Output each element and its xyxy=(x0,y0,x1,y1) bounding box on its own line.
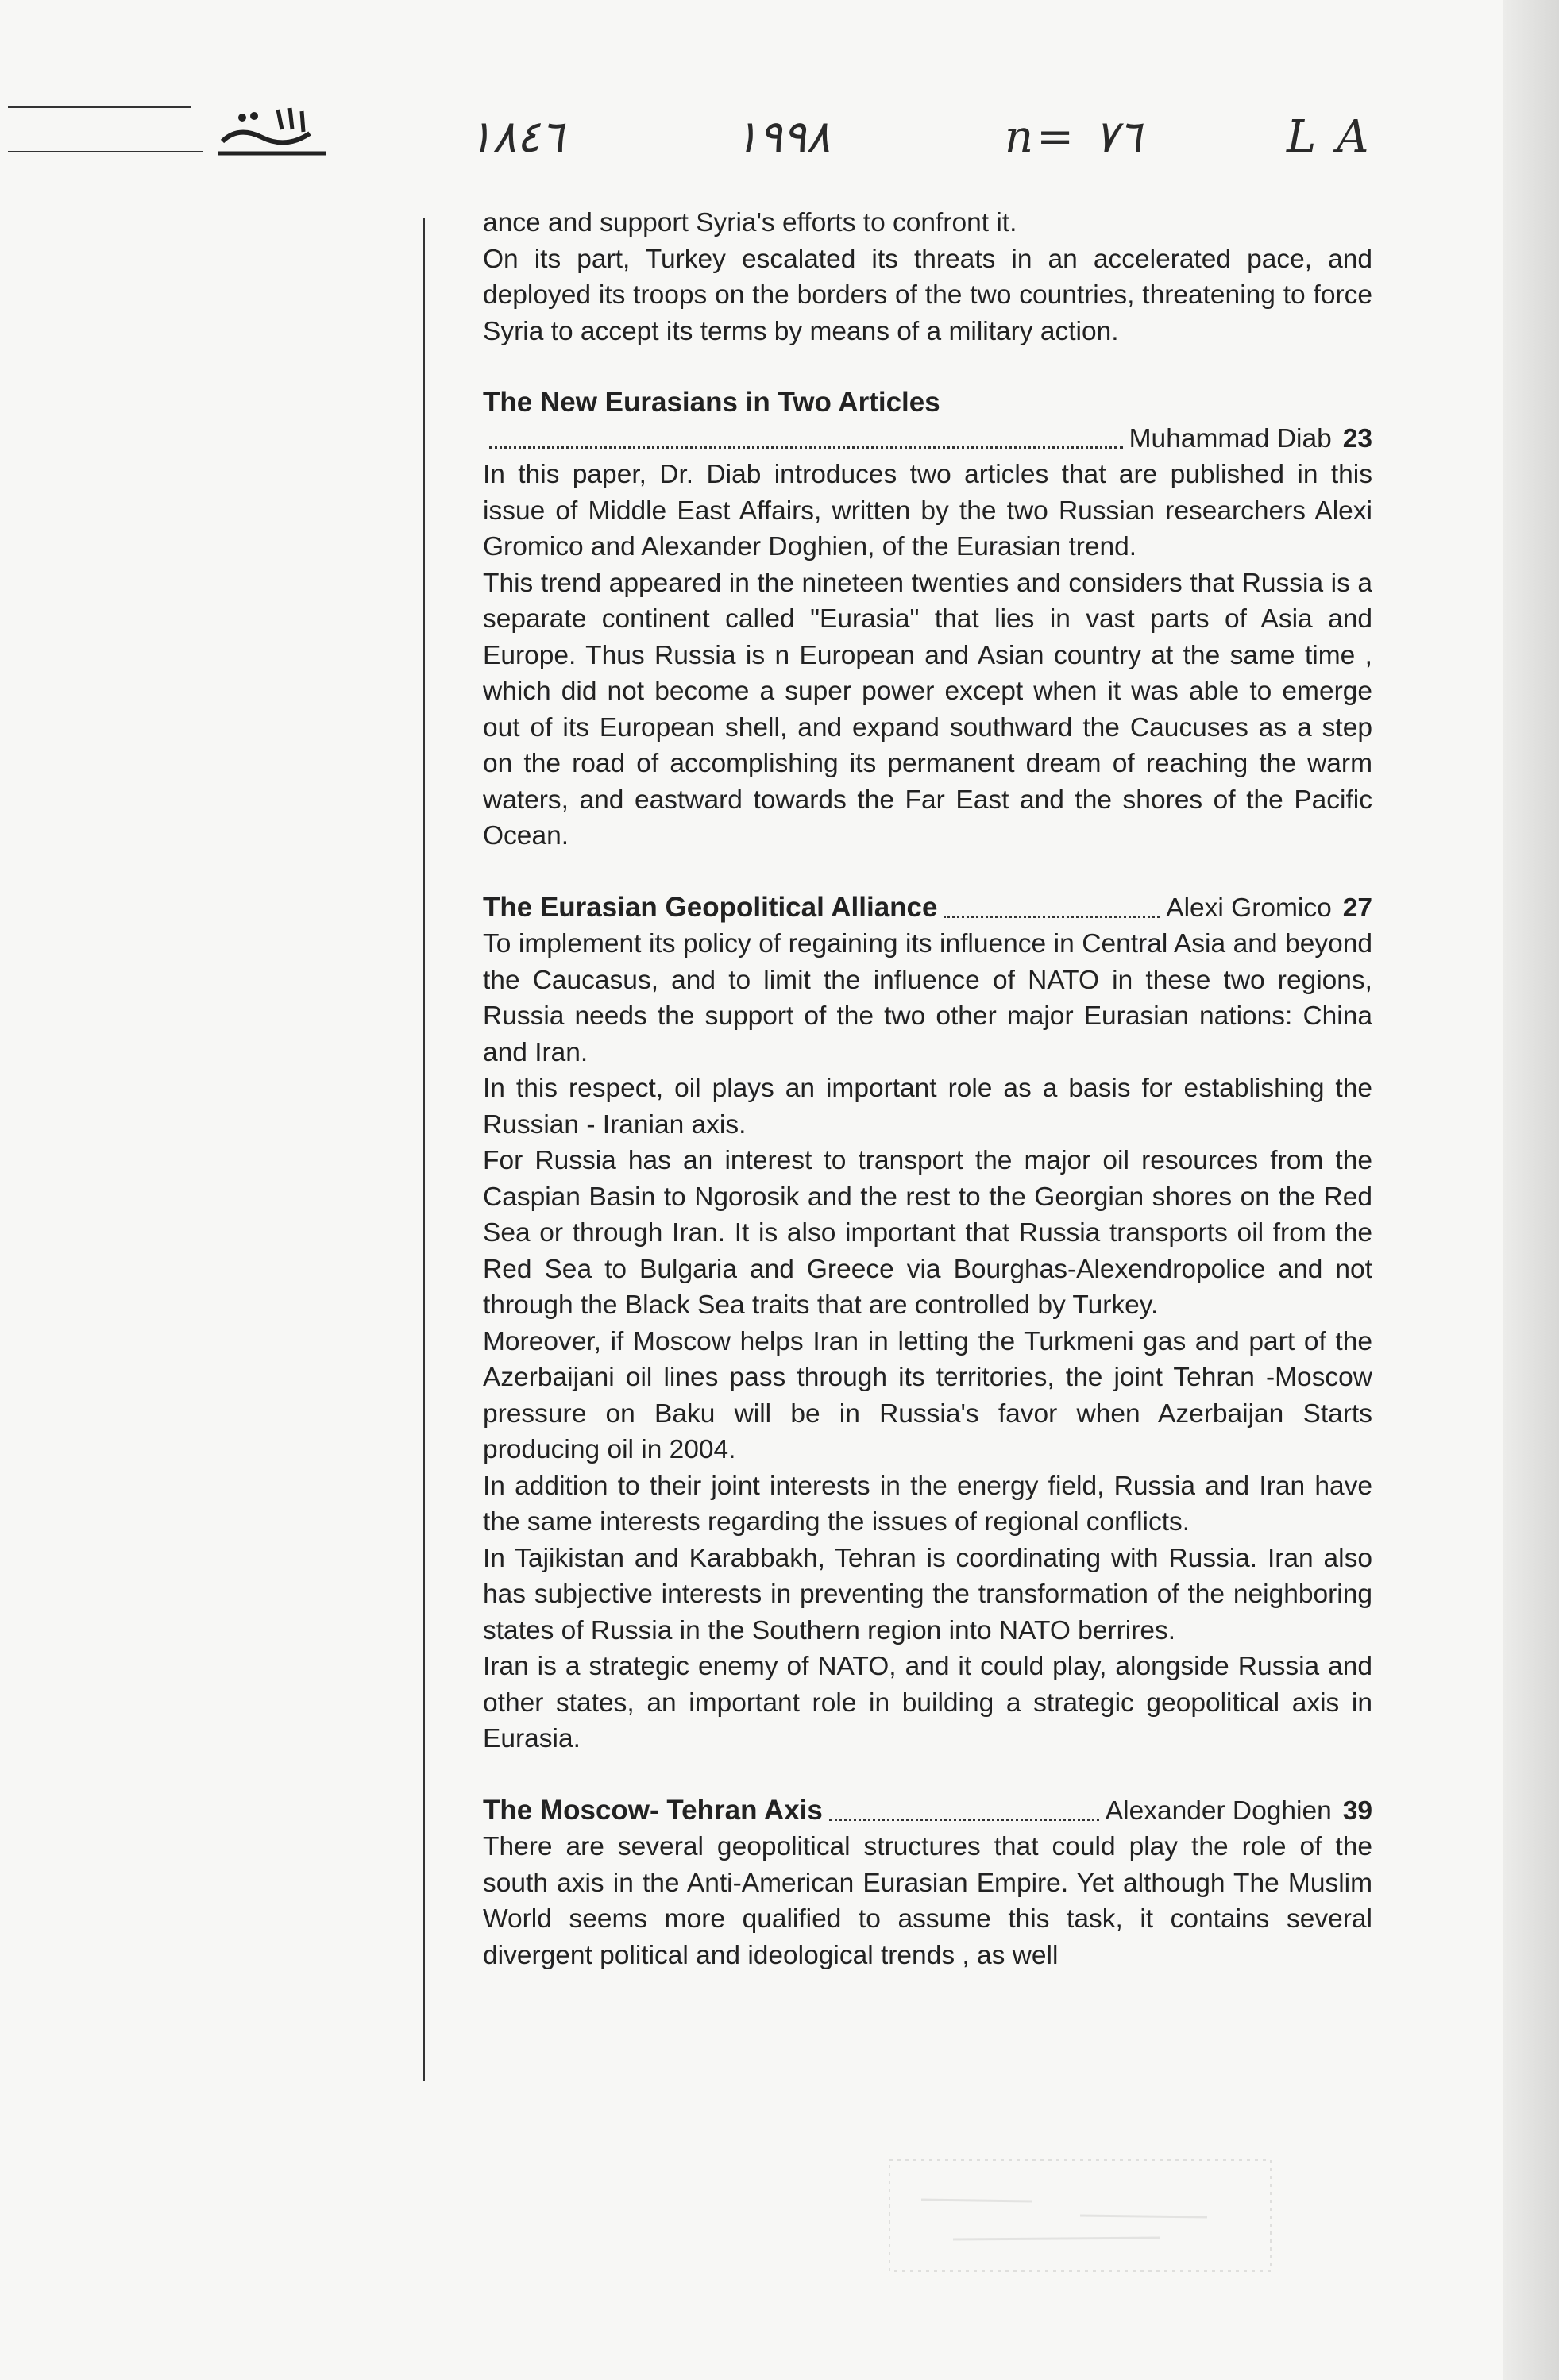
dot-leader xyxy=(489,446,1123,449)
paragraph: There are several geopolitical structures that could play the role of the south axis in the Anti-American Eurasian Empire. Yet although The Muslim World seems more qualified to assume this task, it contains several divergent political and ideological trends , as well xyxy=(483,1832,1372,1970)
article-heading xyxy=(483,889,1372,927)
paragraph: To implement its policy of regaining its influence in Central Asia and beyond the Caucasus, and to limit the influence of NATO in these two regions, Russia needs the support of the two other major Eurasian nations: China and Iran. xyxy=(483,929,1372,1067)
paragraph: In addition to their joint interests in the energy field, Russia and Iran have the same interests regarding the issues of regional conflicts. xyxy=(483,1471,1372,1537)
journal-logo xyxy=(206,94,334,165)
article-byline xyxy=(483,421,1372,457)
handwritten-initials: L A xyxy=(1287,111,1372,163)
margin-rule xyxy=(423,218,425,2081)
paragraph: Moreover, if Moscow helps Iran in letting the Turkmeni gas and part of the Azerbaijani oil lines pass through its territories, the joint Tehran -Moscow pressure on Baku will be in Russia's favor when Azerbaijan Starts producing oil in 2004. xyxy=(483,1326,1372,1464)
paragraph: ance and support Syria's efforts to confront it. xyxy=(483,208,1017,237)
article-heading xyxy=(483,1792,1372,1830)
page-edge-shadow xyxy=(1503,0,1559,2380)
article-page-number: 27 xyxy=(1342,893,1372,923)
paragraph: This trend appeared in the nineteen twenties and considers that Russia is a separate continent called "Eurasia" that lies in vast parts of Asia and Europe. Thus Russia is n European and Asian country at the same time , which did not become a super power except when it was able to emerge out of its European shell, and expand southward the Caucuses as a step on the road of accomplishing its permanent dream of reaching the warm waters, and eastward towards the Far East and the shores of the Pacific Ocean. xyxy=(483,568,1372,851)
header-rule-top xyxy=(8,106,191,108)
header-rule-bottom xyxy=(8,151,203,152)
article-author: Muhammad Diab xyxy=(1129,423,1332,453)
paragraph: On its part, Turkey escalated its threats in an accelerated pace, and deployed its troops on the borders of the two countries, threatening to force Syria to accept its terms by means of a military action. xyxy=(483,244,1372,346)
article-title: The Eurasian Geopolitical Alliance xyxy=(483,891,938,923)
article-entry xyxy=(483,384,1372,854)
article-title: The Moscow- Tehran Axis xyxy=(483,1794,823,1826)
handwritten-ref-1: ١٨٤٦ xyxy=(469,111,565,163)
dot-leader xyxy=(944,915,1160,918)
dot-leader xyxy=(829,1818,1099,1821)
paragraph: In this paper, Dr. Diab introduces two articles that are published in this issue of Middle East Affairs, written by the two Russian researchers Alexi Gromico and Alexander Doghien, of the Eurasian trend. xyxy=(483,460,1372,561)
paragraph: For Russia has an interest to transport the major oil resources from the Caspian Basin to Ngorosik and the rest to the Georgian shores on the Red Sea or through Iran. It is also important that Russia transports oil from the Red Sea to Bulgaria and Greece via Bourghas-Alexendropolice and not through the Black Sea traits that are controlled by Turkey. xyxy=(483,1146,1372,1320)
handwritten-year: ١٩٩٨ xyxy=(735,111,831,163)
continuation-text xyxy=(483,205,1372,349)
paragraph: In this respect, oil plays an important role as a basis for establishing the Russian - Iranian axis. xyxy=(483,1074,1372,1140)
article-entry xyxy=(483,889,1372,1757)
scan-artifact xyxy=(874,2144,1287,2287)
article-entry xyxy=(483,1792,1372,1974)
handwritten-issue-number: n= ٧٦ xyxy=(1005,111,1142,163)
article-author: Alexander Doghien xyxy=(1105,1796,1332,1826)
article-title: The New Eurasians in Two Articles xyxy=(483,387,940,418)
article-page-number: 23 xyxy=(1342,423,1372,453)
article-index xyxy=(483,205,1372,1973)
article-page-number: 39 xyxy=(1342,1796,1372,1826)
article-author: Alexi Gromico xyxy=(1166,893,1332,923)
paragraph: Iran is a strategic enemy of NATO, and it could play, alongside Russia and other states, an important role in building a strategic geopolitical axis in Eurasia. xyxy=(483,1652,1372,1753)
paragraph: In Tajikistan and Karabbakh, Tehran is coordinating with Russia. Iran also has subjective interests in preventing the transformation of the neighboring states of Russia in the Southern region into NATO berrires. xyxy=(483,1543,1372,1645)
